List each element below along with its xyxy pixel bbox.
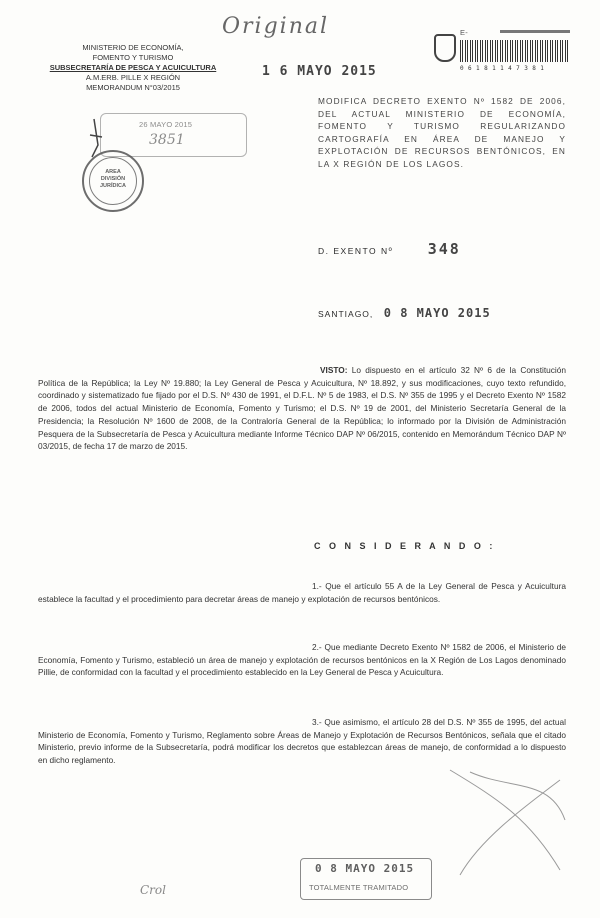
bottom-signature-icon xyxy=(440,760,570,880)
barcode-block xyxy=(460,28,570,80)
place-label: SANTIAGO, xyxy=(318,309,374,319)
header-subsecretaria: SUBSECRETARÍA DE PESCA Y ACUICULTURA xyxy=(49,63,217,72)
item-number: 3.- xyxy=(312,717,322,727)
registry-stamp-number: 3851 xyxy=(149,132,185,148)
place-date-row xyxy=(318,304,491,322)
considerando-item-2 xyxy=(38,641,566,679)
decree-number: 348 xyxy=(427,240,461,258)
visto-label: VISTO: xyxy=(320,365,348,375)
bottom-stamp xyxy=(300,858,432,900)
decree-date: 0 8 MAYO 2015 xyxy=(383,306,491,320)
header-memo: MEMORANDUM N°03/2015 xyxy=(86,83,180,92)
header-stamp-date: 1 6 MAYO 2015 xyxy=(262,64,377,79)
item-text: Que el artículo 55 A de la Ley General de Pesca y Acuicultura establece la facultad y el procedimiento para decretar áreas de manejo y explotación de recursos bentónicos. xyxy=(38,581,566,604)
item-text: Que mediante Decreto Exento Nº 1582 de 2006, el Ministerio de Economía, Fomento y Turismo, estableció un área de manejo y explotación de recursos bentónicos en la X Región de Los Lagos denominado Pillie, de conformidad con la facultad y el procedimiento establecido en la Ley General de Pesca y Acuicultura. xyxy=(38,642,567,678)
header-block xyxy=(38,43,228,93)
header-ministry: MINISTERIO DE ECONOMÍA, xyxy=(82,43,184,52)
logo-emblem-icon xyxy=(434,34,456,62)
considerando-heading: C O N S I D E R A N D O : xyxy=(314,541,496,551)
decree-reference: MODIFICA DECRETO EXENTO Nº 1582 DE 2006, DEL ACTUAL MINISTERIO DE ECONOMÍA, FOMENTO Y TURISMO REGULARIZANDO CARTOGRAFÍA EN ÁREA DE MANEJO Y EXPLOTACIÓN DE RECURSOS BENTÓNICOS, EN LA X REGIÓN DE LOS LAGOS. xyxy=(318,96,566,169)
barcode-number: 0 6 1 8 1 1 4 7 3 8 1 xyxy=(460,65,545,72)
item-number: 1.- xyxy=(312,581,322,591)
footer-handwritten-mark: Crol xyxy=(140,883,166,897)
barcode-top-label: E- xyxy=(460,28,468,37)
header-ministry-2: FOMENTO Y TURISMO xyxy=(92,53,174,62)
visto-text: Lo dispuesto en el artículo 32 Nº 6 de la Constitución Política de la República; la Ley Nº 19.880; la Ley General de Pesca y Acuicultura, Nº 18.892, y sus modificaciones, cuyo texto refundido, coordinado y sistematizado fue fijado por el D.S. Nº 430 de 1991, el D.F.L. Nº 5 de 1983, el D.S. Nº 355 de 1995 y el Decreto Exento Nº 1582 de 2006, todos del actual Ministerio de Economía, Fomento y Turismo; el D.S. Nº 19 de 2001, del Ministerio Secretaría General de la Presidencia; la Resolución Nº 1600 de 2008, de la Contraloría General de la República; lo informado por la División de Administración Pesquera de la Subsecretaría de Pesca y Acuicultura mediante Informe Técnico DAP Nº 06/2015, contenido en Memorándum Técnico DAP Nº 03/2015, de fecha 17 de marzo de 2015. xyxy=(38,365,566,452)
seal-text: AREA DIVISIÓN JURÍDICA xyxy=(100,169,126,189)
registry-stamp-date: 26 MAYO 2015 xyxy=(139,120,193,129)
visto-paragraph xyxy=(38,364,566,453)
bottom-stamp-date: 0 8 MAYO 2015 xyxy=(315,862,415,875)
handwritten-original-note: Original xyxy=(222,14,330,39)
bottom-stamp-label: TOTALMENTE TRAMITADO xyxy=(309,883,409,892)
barcode-bars xyxy=(460,40,570,62)
considerando-item-1 xyxy=(38,580,566,605)
item-number: 2.- xyxy=(312,642,322,652)
header-area: A.M.ERB. PILLE X REGIÓN xyxy=(85,73,181,82)
barcode-top-bars xyxy=(500,30,570,33)
decree-number-row xyxy=(318,240,461,259)
item-text: Que asimismo, el artículo 28 del D.S. Nº 355 de 1995, del actual Ministerio de Economía, Fomento y Turismo, Reglamento sobre Áreas de Manejo y Explotación de Recursos Bentónicos, señala que el citado Ministerio, previo informe de la Subsecretaría, podrá modificar los decretos que establezcan áreas de manejo, de conformidad a lo dispuesto en dicho reglamento. xyxy=(38,717,566,766)
division-seal xyxy=(82,150,144,212)
decree-label: D. EXENTO Nº xyxy=(318,246,394,256)
